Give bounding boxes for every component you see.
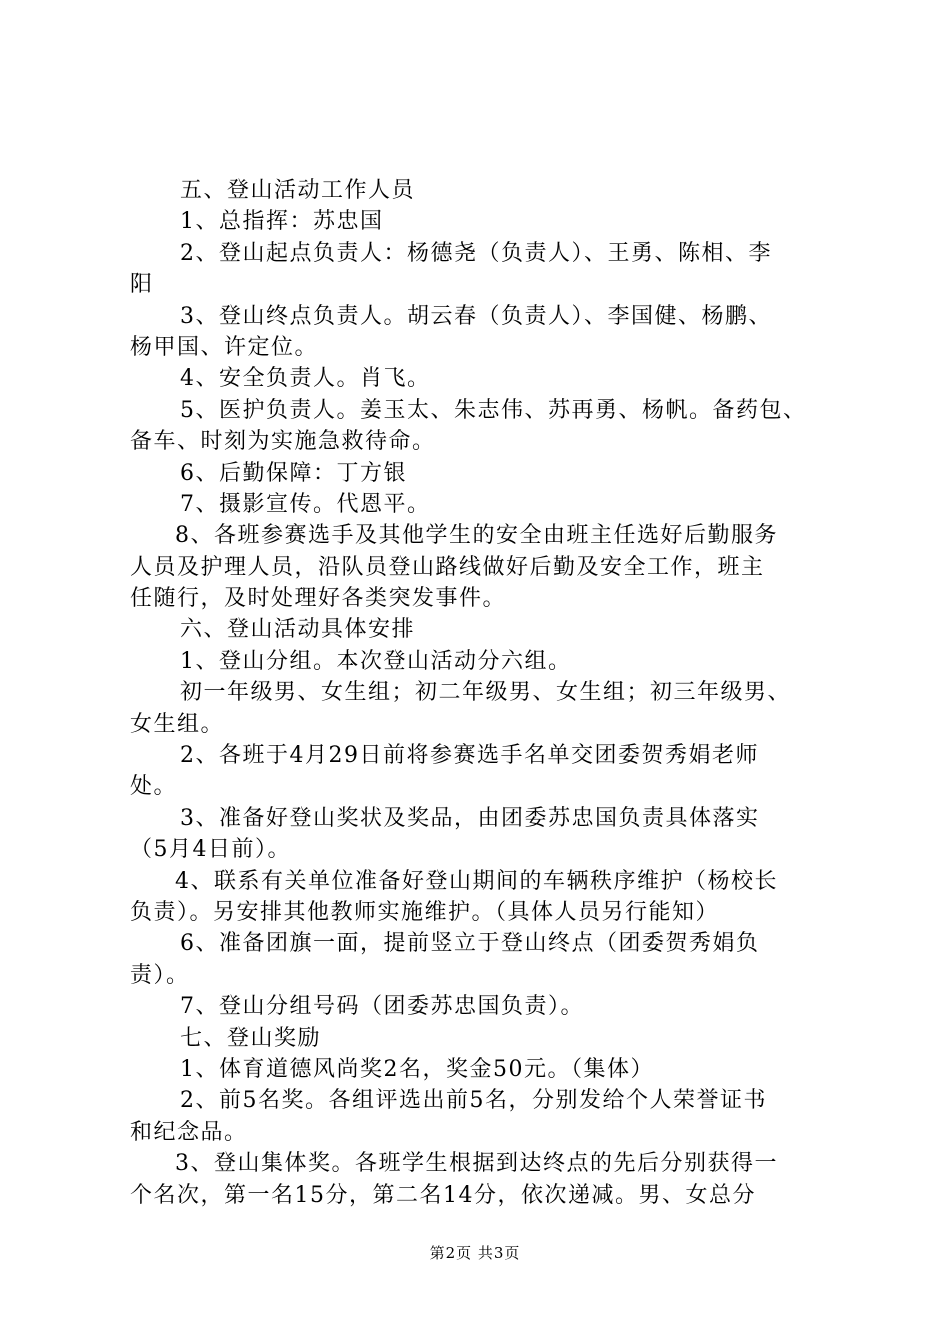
paragraph-line: 1、体育道德风尚奖2名，奖金50元。（集体）: [180, 1056, 654, 1082]
paragraph-line: 人员及护理人员，沿队员登山路线做好后勤及安全工作，班主: [130, 554, 765, 580]
paragraph-line: 处。: [130, 774, 178, 800]
paragraph-line: 和纪念品。: [130, 1119, 248, 1145]
paragraph-line: 4、安全负责人。肖飞。: [180, 366, 431, 392]
section-heading: 七、登山奖励: [180, 1025, 322, 1051]
paragraph-line: 备车、时刻为实施急救待命。: [130, 429, 436, 455]
paragraph-line: 8、各班参赛选手及其他学生的安全由班主任选好后勤服务: [175, 523, 778, 549]
paragraph-line: 3、准备好登山奖状及奖品，由团委苏忠国负责具体落实: [180, 805, 760, 831]
paragraph-line: 责）。: [130, 962, 190, 988]
paragraph-line: 1、登山分组。本次登山活动分六组。: [180, 648, 572, 674]
paragraph-line: 7、登山分组号码（团委苏忠国负责）。: [180, 994, 584, 1020]
paragraph-line: 初一年级男、女生组；初二年级男、女生组；初三年级男、: [180, 680, 792, 706]
paragraph-line: 1、总指挥：苏忠国: [180, 209, 384, 235]
paragraph-line: 阳: [130, 272, 154, 298]
paragraph-line: 女生组。: [130, 711, 225, 737]
paragraph-line: 2、前5名奖。各组评选出前5名，分别发给个人荣誉证书: [180, 1088, 767, 1114]
paragraph-line: 3、登山集体奖。各班学生根据到达终点的先后分别获得一: [175, 1151, 778, 1177]
page-footer: 第2页 共3页: [429, 1244, 521, 1262]
paragraph-line: 个名次，第一名15分，第二名14分，依次递减。男、女总分: [130, 1182, 756, 1208]
paragraph-line: 3、登山终点负责人。胡云春（负责人）、李国健、杨鹏、: [180, 303, 772, 329]
section-heading: 六、登山活动具体安排: [180, 617, 416, 643]
paragraph-line: 杨甲国、许定位。: [130, 334, 319, 360]
paragraph-line: 2、登山起点负责人：杨德尧（负责人）、王勇、陈相、李: [180, 240, 772, 266]
paragraph-line: 2、各班于4月29日前将参赛选手名单交团委贺秀娟老师: [180, 743, 759, 769]
section-heading: 五、登山活动工作人员: [180, 178, 416, 203]
paragraph-line: 6、后勤保障：丁方银: [180, 460, 407, 486]
paragraph-line: 5、医护负责人。姜玉太、朱志伟、苏再勇、杨帆。备药包、: [180, 397, 807, 423]
paragraph-line: 4、联系有关单位准备好登山期间的车辆秩序维护（杨校长: [175, 868, 778, 894]
paragraph-line: （5月4日前）。: [130, 837, 291, 863]
paragraph-line: 6、准备团旗一面，提前竖立于登山终点（团委贺秀娟负: [180, 931, 760, 957]
paragraph-line: 负责）。另安排其他教师实施维护。（具体人员另行能知）: [130, 899, 720, 925]
document-body: [130, 175, 840, 1211]
paragraph-line: 任随行，及时处理好各类突发事件。: [130, 586, 507, 612]
paragraph-line: 7、摄影宣传。代恩平。: [180, 491, 431, 517]
